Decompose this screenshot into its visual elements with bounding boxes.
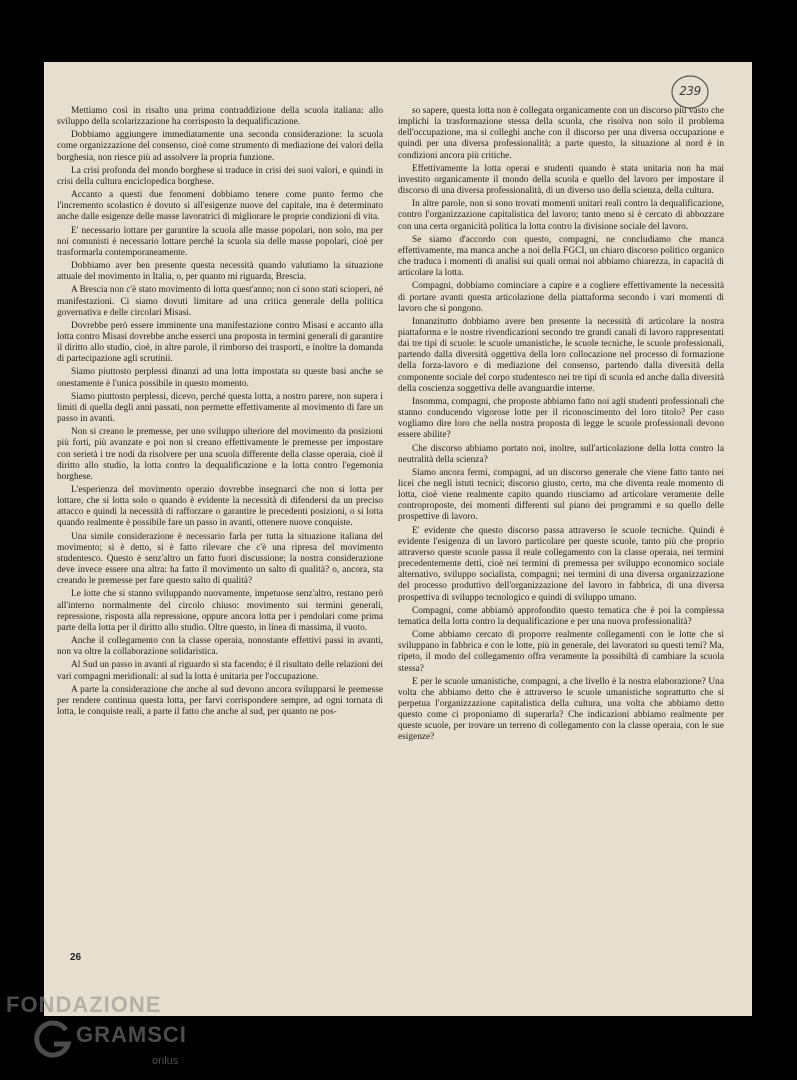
document-page bbox=[44, 62, 752, 1016]
left-text-column bbox=[57, 106, 383, 720]
right-text-column bbox=[398, 106, 724, 746]
paragraph: Insomma, compagni, che proposte abbiamo fatto noi agli studenti professionali che stanno conducendo vigorose lotte per il riconoscimento del loro titolo? Per caso vogliamo dire loro che nella nostra proposta di legge le scuole professionali devono essere abilite? bbox=[398, 396, 724, 441]
paragraph: Effettivamente la lotta operai e studenti quando è stata unitaria non ha mai investito organicamente il mondo della scuola e quello del lavoro per impostare il discorso di una diversa professionalità, di un diverso uso della scienza, della cultura. bbox=[398, 163, 724, 197]
page-number: 26 bbox=[70, 952, 82, 963]
paragraph: A parte la considerazione che anche al sud devono ancora svilupparsi le premesse per rendere continua questa lotta, per farvi corrispondere sempre, ad ogni tornata di lotta, le conquiste reali, a parte il fatto che anche al sud, per quanto ne pos- bbox=[57, 684, 383, 717]
paragraph: Innanzitutto dobbiamo avere ben presente la necessità di articolare la nostra piattaforma e le nostre rivendicazioni secondo tre grandi canali di lavoro rappresentati dai tre tipi di scuole: le scuole umanistiche, le scuole tecniche, le scuole professionali, partendo dalla diversità oggettiva della loro collocazione nel processo di formazione della forza-lavoro e di mediazione del consenso, partendo dalla diversità della componente sociale del corpo studentesco nei tre tipi di scuola ed anche dalla diversità della coscienza soggettiva delle avanguardie interne. bbox=[398, 316, 724, 394]
paragraph: E' necessario lottare per garantire la scuola alle masse popolari, non solo, ma per noi comunisti è necessario lottare perché la scuola sia delle masse popolari, cioè per trasformarla contemporaneamente. bbox=[57, 225, 383, 258]
paragraph: E per le scuole umanistiche, compagni, a che livello è la nostra elaborazione? Una volta che abbiamo detto che è attraverso le scuole umanistiche soprattutto che si perpetua l'organizzazione capitalistica della cultura, una volta che abbiamo detto questo come ci proponiamo di superarla? Che indicazioni abbiamo realmente per queste scuole, per trovare un terreno di collegamento con la classe operaia, con le sue esigenze? bbox=[398, 676, 724, 743]
paragraph: Compagni, dobbiamo cominciare a capire e a cogliere effettivamente la necessità di portare avanti questa articolazione della piattaforma secondo i vari momenti di lavoro che si pongono. bbox=[398, 281, 724, 314]
stamp-number: 239 bbox=[679, 84, 701, 98]
paragraph: Compagni, come abbiamò approfondito questo tematica che è poi la complessa tematica della lotta contro la dequalificazione e per una nuova professionalità? bbox=[398, 605, 724, 627]
paragraph: so sapere, questa lotta non è collegata organicamente con un discorso più vasto che implichi la trasformazione stessa della scuola, che risolva non solo il problema dell'occupazione, ma si colleghi anche con il discorso per una diversa occupazione e quindi per una diversa professionalità; a parte questo, la situazione al nord è in condizioni ancora più critiche. bbox=[398, 106, 724, 161]
paragraph: Siamo piuttosto perplessi, dicevo, perché questa lotta, a nostro parere, non supera i limiti di quella degli anni passati, non permette effettivamente al movimento di fare un passo in avanti. bbox=[57, 391, 383, 425]
watermark-line3: onlus bbox=[152, 1055, 179, 1067]
paragraph: Che discorso abbiamo portato noi, inoltre, sull'articolazione della lotta contro la neutralità della scienza? bbox=[398, 443, 724, 465]
paragraph: A Brescia non c'è stato movimento di lotta quest'anno; non ci sono stati scioperi, né manifestazioni. Ci siamo dovuti limitare ad una critica generale della politica governativa e delle circolari Misasi. bbox=[57, 285, 383, 318]
watermark-line1: FONDAZIONE bbox=[6, 992, 162, 1017]
paragraph: Accanto a questi due fenomeni dobbiamo tenere come punto fermo che l'incremento scolastico è dovuto sì all'esigenze nuove del capitale, ma è determinato anche dalle esigenze delle masse lavoratrici di migliorare le proprie condizioni di vita. bbox=[57, 190, 383, 223]
paragraph: Al Sud un passo in avanti al riguardo si sta facendo; è il risultato delle relazioni dei vari compagni meridionali: al sud la lotta è unitaria per l'occupazione. bbox=[57, 660, 383, 682]
paragraph: Una simile considerazione è necessario farla per tutta la situazione italiana del movimento; si è detto, si è fatto rilevare che c'è una ripresa del movimento studentesco. Questo è senz'altro un fatto fuori discussione; la nostra considerazione deve invece essere una altra: ha fatto il movimento un salto di qualità? o, ancora, sta creando le premesse per fare questo salto di qualità? bbox=[57, 531, 383, 587]
paragraph: Dovrebbe però essere imminente una manifestazione contro Misasi e accanto alla lotta contro Misasi dovrebbe anche esserci una proposta in termini generali di garantire il diritto allo studio, cioè, in altre parole, il rimborso dei trasporti, e inoltre la domanda di partecipazione agli scrutinii. bbox=[57, 320, 383, 365]
paragraph: Dobbiamo aver ben presente questa necessità quando valutiamo la situazione attuale del movimento in Italia, o, per quanto mi riguarda, Brescia. bbox=[57, 261, 383, 283]
paragraph: Dobbiamo aggiungere immediatamente una seconda considerazione: la scuola come organizzazione del consenso, cioè come strumento di mediazione dei valori della borghesia, non riesce più ad assolvere la propria funzione. bbox=[57, 130, 383, 163]
paragraph: Le lotte che si stanno sviluppando nuovamente, impetuose senz'altro, restano però all'interno normalmente del circolo chiuso: movimento sui termini generali, repressione, risposta alla repressione, oppure ancora lotta per i pendolari come prima parte della lotta per il diritto allo studio. Oltre questo, in linea di massima, il vuoto. bbox=[57, 589, 383, 633]
paragraph: Come abbiamo cercato di proporre realmente collegamenti con le lotte che si sviluppano in fabbrica e con le lotte, più in generale, dei lavoratori su questi temi? Ma, ripeto, il modo del collegamento offra veramente la possibiltà di cambiare la scuola stessa? bbox=[398, 630, 724, 674]
paragraph: Non si creano le premesse, per uno sviluppo ulteriore del movimento da posizioni più forti, più avanzate e poi non si creano effettivamente le premesse per impostare con serietà i tre nodi da risolvere per una scuola differente della classe operaia, cioè il diritto allo studio, la lotta contro la dequalificazione e la lotta contro l'egemonia borghese. bbox=[57, 427, 383, 482]
paragraph: Mettiamo così in risalto una prima contraddizione della scuola italiana: allo sviluppo della scolarizzazione ha corrisposto la dequalificazione. bbox=[57, 106, 383, 128]
paragraph: E' evidente che questo discorso passa attraverso le scuole tecniche. Quindi è evidente l'esigenza di un lavoro particolare per queste scuole, tanto più che proprio attraverso queste scuole passa il reale collegamento con la classe operaia, nei termini precedentemente detti, cioè nei termini di premessa per sviluppo economico sociale alternativo, sviluppo socialista, compagni; nei termini di una diversa organizzazione del processo produttivo dell'organizzazione del lavoro in fabbrica, di una diversa prospettiva di sviluppo tecnologico e quindi di sviluppo umano. bbox=[398, 525, 724, 603]
paragraph: Siamo piuttosto perplessi dinanzi ad una lotta impostata su queste basi anche se onestamente è l'unica possibile in questo momento. bbox=[57, 367, 383, 389]
paragraph: Siamo ancora fermi, compagni, ad un discorso generale che viene fatto tanto nei licei che negli istuti tecnici; discorso giusto, certo, ma che diventa reale momento di lotta, cioè viene realmente capito quando riusciamo ad articolare veramente delle controproposte, dei momenti differenti sul piano dei programmi e su quello delle prospettive di lavoro. bbox=[398, 467, 724, 523]
paragraph: Se siamo d'accordo con questo, compagni, ne concludiamo che manca effettivamente, ma manca anche a noi della FGCI, un chiaro discorso politico organico che traduca i momenti di analisi sui quali ormai noi abbiamo chiarezza, in capacità di articolare la lotta. bbox=[398, 234, 724, 279]
paragraph: La crisi profonda del mondo borghese si traduce in crisi dei suoi valori, e quindi in crisi della cultura enciclopedica borghese. bbox=[57, 165, 383, 187]
paragraph: In altre parole, non si sono trovati momenti unitari reali contro la dequalificazione, contro l'organizzazione capitalistica del lavoro; tanto meno si è cercato di abbozzare con una certa organicità politica la lotta contro la divisione sociale del lavoro. bbox=[398, 199, 724, 232]
watermark-line2: GRAMSCI bbox=[76, 1022, 187, 1047]
watermark-logo bbox=[6, 992, 206, 1072]
watermark-g-icon bbox=[32, 1018, 74, 1060]
paragraph: L'esperienza del movimento operaio dovrebbe insegnarci che non si lotta per lottare, che si lotta solo o quando è evidente la necessità di difendersi da un preciso attacco e quindi la necessità di rafforzare o garantire le precedenti posizioni, o si lotta quando realmente è possibile fare un passo in avanti, ottenere nuove conquiste. bbox=[57, 485, 383, 529]
paragraph: Anche il collegamento con la classe operaia, nonostante effettivi passi in avanti, non va oltre la collaborazione solidaristica. bbox=[57, 636, 383, 658]
